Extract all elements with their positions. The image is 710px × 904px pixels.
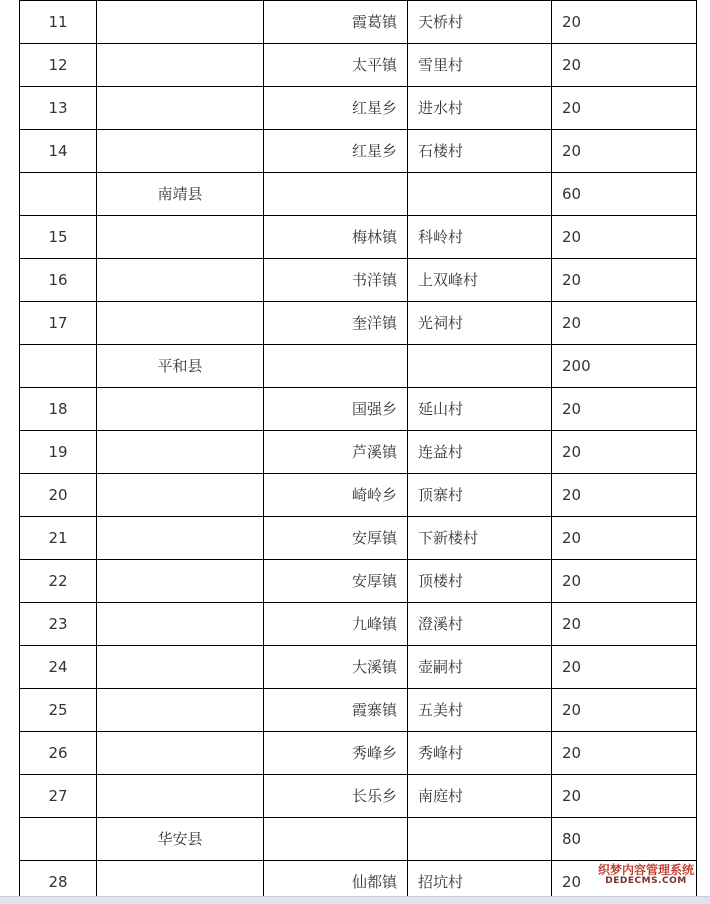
table-row <box>20 130 697 173</box>
county-cell <box>97 216 264 259</box>
row-index-cell: 27 <box>20 775 97 818</box>
village-cell: 科岭村 <box>408 216 552 259</box>
table-row <box>20 603 697 646</box>
county-cell <box>97 517 264 560</box>
watermark-line1: 织梦内容管理系统 <box>597 863 694 877</box>
table-row <box>20 517 697 560</box>
county-subtotal-row <box>20 345 697 388</box>
village-cell <box>408 345 552 388</box>
amount-cell: 20 <box>552 130 697 173</box>
amount-cell: 20 <box>552 689 697 732</box>
town-cell: 安厚镇 <box>264 517 408 560</box>
amount-cell: 20 <box>552 560 697 603</box>
county-cell <box>97 87 264 130</box>
village-cell: 澄溪村 <box>408 603 552 646</box>
amount-cell: 20 <box>552 302 697 345</box>
table-row <box>20 302 697 345</box>
village-cell: 延山村 <box>408 388 552 431</box>
table-row <box>20 474 697 517</box>
row-index-cell: 14 <box>20 130 97 173</box>
county-cell: 华安县 <box>97 818 264 861</box>
village-cell: 光祠村 <box>408 302 552 345</box>
amount-cell: 20 <box>552 646 697 689</box>
county-cell <box>97 474 264 517</box>
town-cell: 大溪镇 <box>264 646 408 689</box>
village-cell: 天桥村 <box>408 1 552 44</box>
table-row <box>20 1 697 44</box>
amount-cell: 20 <box>552 1 697 44</box>
amount-cell: 20 <box>552 259 697 302</box>
county-cell <box>97 646 264 689</box>
village-cell: 秀峰村 <box>408 732 552 775</box>
county-cell <box>97 603 264 646</box>
county-subtotal-row <box>20 173 697 216</box>
village-cell <box>408 173 552 216</box>
county-cell: 平和县 <box>97 345 264 388</box>
county-cell <box>97 302 264 345</box>
county-cell <box>97 732 264 775</box>
village-cell: 顶楼村 <box>408 560 552 603</box>
row-index-cell: 19 <box>20 431 97 474</box>
table-row <box>20 775 697 818</box>
amount-cell: 20 <box>552 474 697 517</box>
town-cell: 国强乡 <box>264 388 408 431</box>
town-cell <box>264 345 408 388</box>
amount-cell: 20 <box>552 388 697 431</box>
town-cell: 霞寨镇 <box>264 689 408 732</box>
village-cell: 下新楼村 <box>408 517 552 560</box>
amount-cell: 20 <box>552 87 697 130</box>
table-body <box>20 1 697 904</box>
county-cell <box>97 44 264 87</box>
row-index-cell: 28 <box>20 861 97 904</box>
table-row <box>20 560 697 603</box>
town-cell: 红星乡 <box>264 130 408 173</box>
village-cell: 上双峰村 <box>408 259 552 302</box>
amount-cell: 20 <box>552 861 697 904</box>
table-row <box>20 259 697 302</box>
table-row <box>20 87 697 130</box>
row-index-cell: 25 <box>20 689 97 732</box>
funding-table <box>19 0 697 904</box>
county-cell <box>97 259 264 302</box>
town-cell <box>264 818 408 861</box>
amount-cell: 80 <box>552 818 697 861</box>
town-cell: 秀峰乡 <box>264 732 408 775</box>
table-row <box>20 388 697 431</box>
county-cell <box>97 388 264 431</box>
amount-cell: 20 <box>552 44 697 87</box>
row-index-cell: 12 <box>20 44 97 87</box>
county-cell <box>97 431 264 474</box>
watermark-line2: DEDECMS.COM <box>605 876 687 886</box>
row-index-cell: 18 <box>20 388 97 431</box>
town-cell: 长乐乡 <box>264 775 408 818</box>
amount-cell: 200 <box>552 345 697 388</box>
table-row <box>20 732 697 775</box>
funding-table-container <box>19 0 696 904</box>
row-index-cell <box>20 818 97 861</box>
town-cell: 梅林镇 <box>264 216 408 259</box>
village-cell: 连益村 <box>408 431 552 474</box>
amount-cell: 20 <box>552 775 697 818</box>
row-index-cell: 22 <box>20 560 97 603</box>
table-row <box>20 689 697 732</box>
village-cell: 雪里村 <box>408 44 552 87</box>
amount-cell: 60 <box>552 173 697 216</box>
amount-cell: 20 <box>552 603 697 646</box>
amount-cell: 20 <box>552 732 697 775</box>
row-index-cell <box>20 345 97 388</box>
county-cell <box>97 560 264 603</box>
village-cell: 南庭村 <box>408 775 552 818</box>
town-cell: 红星乡 <box>264 87 408 130</box>
row-index-cell <box>20 173 97 216</box>
table-row <box>20 44 697 87</box>
village-cell: 顶寨村 <box>408 474 552 517</box>
amount-cell: 20 <box>552 216 697 259</box>
table-row <box>20 216 697 259</box>
row-index-cell: 16 <box>20 259 97 302</box>
county-cell <box>97 775 264 818</box>
village-cell: 五美村 <box>408 689 552 732</box>
row-index-cell: 15 <box>20 216 97 259</box>
village-cell <box>408 818 552 861</box>
town-cell: 太平镇 <box>264 44 408 87</box>
town-cell <box>264 173 408 216</box>
row-index-cell: 26 <box>20 732 97 775</box>
village-cell: 石楼村 <box>408 130 552 173</box>
town-cell: 奎洋镇 <box>264 302 408 345</box>
row-index-cell: 23 <box>20 603 97 646</box>
row-index-cell: 21 <box>20 517 97 560</box>
county-cell <box>97 130 264 173</box>
amount-cell: 20 <box>552 431 697 474</box>
town-cell: 霞葛镇 <box>264 1 408 44</box>
town-cell: 仙都镇 <box>264 861 408 904</box>
town-cell: 崎岭乡 <box>264 474 408 517</box>
town-cell: 安厚镇 <box>264 560 408 603</box>
village-cell: 进水村 <box>408 87 552 130</box>
table-row <box>20 431 697 474</box>
row-index-cell: 17 <box>20 302 97 345</box>
county-cell <box>97 689 264 732</box>
town-cell: 书洋镇 <box>264 259 408 302</box>
table-row <box>20 646 697 689</box>
county-subtotal-row <box>20 818 697 861</box>
county-cell <box>97 1 264 44</box>
row-index-cell: 24 <box>20 646 97 689</box>
village-cell: 招坑村 <box>408 861 552 904</box>
row-index-cell: 11 <box>20 1 97 44</box>
amount-cell: 20 <box>552 517 697 560</box>
site-watermark <box>590 864 702 886</box>
row-index-cell: 13 <box>20 87 97 130</box>
town-cell: 九峰镇 <box>264 603 408 646</box>
village-cell: 壶嗣村 <box>408 646 552 689</box>
town-cell: 芦溪镇 <box>264 431 408 474</box>
county-cell: 南靖县 <box>97 173 264 216</box>
row-index-cell: 20 <box>20 474 97 517</box>
